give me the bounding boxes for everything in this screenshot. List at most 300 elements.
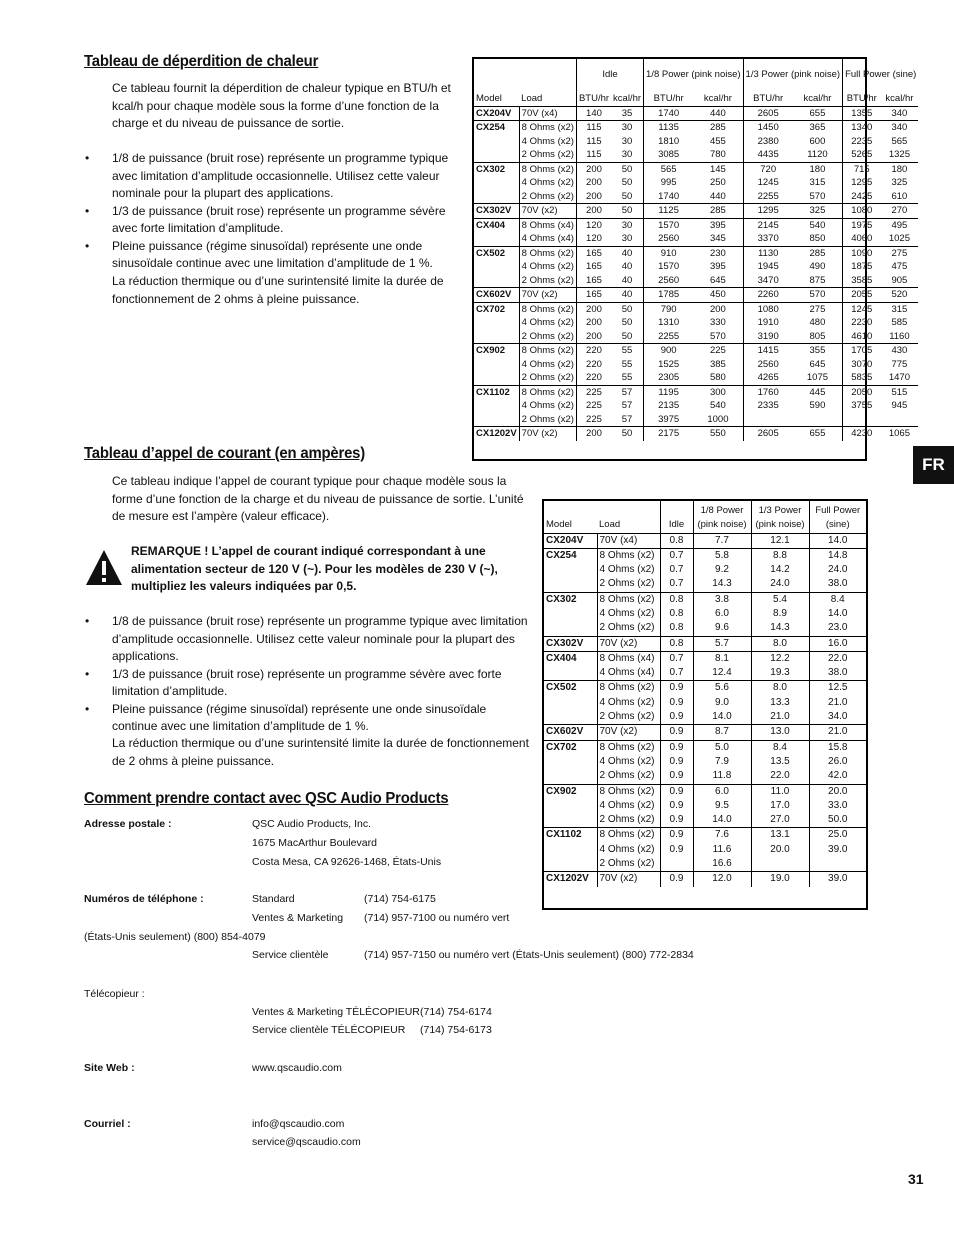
- heat-col-header: kcal/hr: [703, 93, 732, 104]
- value-cell: 2605: [743, 427, 793, 441]
- value-cell: 140: [576, 106, 611, 121]
- value-cell: 2560: [644, 232, 694, 246]
- heat-col-header: Load: [521, 93, 543, 104]
- value-cell: 200: [693, 302, 743, 316]
- value-cell: 285: [793, 246, 843, 260]
- value-cell: 0.9: [660, 813, 693, 828]
- value-cell: 11.8: [693, 769, 751, 784]
- table-row: [474, 427, 918, 441]
- value-cell: 1025: [888, 233, 910, 244]
- value-cell: 610: [891, 190, 908, 202]
- value-cell: 715: [843, 162, 881, 176]
- value-cell: 3975: [644, 413, 694, 427]
- table-row: [544, 784, 866, 799]
- value-cell: 8.0: [751, 681, 809, 696]
- value-cell: 805: [809, 330, 826, 342]
- value-cell: 24.0: [751, 577, 809, 592]
- load-cell: 4 Ohms (x2): [519, 316, 576, 330]
- value-cell: 1875: [843, 260, 881, 274]
- value-cell: 2425: [843, 190, 881, 204]
- load-cell: 4 Ohms (x2): [519, 358, 576, 372]
- value-cell: 12.1: [751, 533, 809, 548]
- value-cell: 875: [809, 274, 826, 286]
- value-cell: 50: [621, 177, 633, 188]
- value-cell: 4230: [843, 427, 881, 441]
- value-cell: 225: [576, 399, 611, 413]
- value-cell: 57: [621, 400, 633, 411]
- value-cell: 14.3: [751, 621, 809, 636]
- value-cell: 200: [576, 162, 611, 176]
- model-cell: [544, 710, 597, 725]
- value-cell: 220: [576, 358, 611, 372]
- model-cell: CX254: [544, 548, 597, 563]
- model-cell: CX1102: [474, 385, 519, 399]
- heat-table-frame: [472, 57, 917, 461]
- value-cell: 5.6: [693, 681, 751, 696]
- value-cell: 3755: [843, 399, 881, 413]
- value-cell: [809, 857, 866, 872]
- value-cell: 250: [709, 177, 726, 188]
- value-cell: 1570: [644, 218, 694, 232]
- value-cell: 21.0: [751, 710, 809, 725]
- load-cell: 8 Ohms (x2): [597, 548, 660, 563]
- current-bullet: • Pleine puissance (régime sinusoïdal) représente une onde sinusoïdale continue avec une limitation d’amplitude de 1 %.: [85, 701, 530, 736]
- model-cell: CX902: [544, 784, 597, 799]
- value-cell: 2055: [843, 288, 881, 303]
- current-col-header: Model: [546, 519, 572, 531]
- value-cell: 0.7: [660, 666, 693, 681]
- model-cell: [474, 358, 519, 372]
- table-row: [474, 135, 918, 149]
- model-cell: CX302V: [544, 636, 597, 651]
- value-cell: 7.7: [693, 533, 751, 548]
- value-cell: 1195: [644, 385, 694, 399]
- value-cell: 0.9: [660, 710, 693, 725]
- load-cell: 8 Ohms (x2): [519, 246, 576, 260]
- load-cell: 70V (x2): [597, 725, 660, 740]
- value-cell: 12.4: [693, 666, 751, 681]
- value-cell: 22.0: [751, 769, 809, 784]
- table-row: [544, 563, 866, 577]
- load-cell: 8 Ohms (x2): [597, 592, 660, 607]
- value-cell: 15.8: [809, 740, 866, 755]
- value-cell: 0.9: [660, 799, 693, 813]
- value-cell: 14.0: [693, 813, 751, 828]
- value-cell: 2335: [743, 399, 793, 413]
- load-cell: 8 Ohms (x2): [597, 828, 660, 843]
- value-cell: 515: [880, 385, 918, 399]
- address-line: Costa Mesa, CA 92626-1468, États-Unis: [252, 856, 442, 868]
- heat-title: Tableau de déperdition de chaleur: [84, 53, 319, 70]
- table-row: [474, 190, 918, 204]
- model-cell: CX404: [544, 651, 597, 666]
- model-cell: CX1202V: [544, 872, 597, 887]
- table-row: [474, 316, 918, 330]
- value-cell: 540: [793, 218, 843, 232]
- table-row: [474, 148, 918, 162]
- table-row: [544, 813, 866, 828]
- value-cell: 0.9: [660, 872, 693, 887]
- value-cell: 50: [621, 330, 633, 342]
- value-cell: 38.0: [809, 577, 866, 592]
- value-cell: 315: [880, 302, 918, 316]
- value-cell: 19.0: [751, 872, 809, 887]
- value-cell: 30: [611, 121, 643, 135]
- value-cell: 4265: [743, 371, 793, 385]
- value-cell: 50: [611, 162, 643, 176]
- current-table-frame: [542, 499, 868, 910]
- value-cell: 345: [709, 233, 726, 244]
- model-cell: [474, 413, 519, 427]
- sales-label: Ventes & Marketing: [252, 912, 344, 924]
- value-cell: 30: [621, 135, 633, 147]
- value-cell: 0.9: [660, 828, 693, 843]
- address-line: 1675 MacArthur Boulevard: [252, 837, 377, 849]
- value-cell: 495: [880, 218, 918, 232]
- table-row: [544, 828, 866, 843]
- value-cell: 11.0: [751, 784, 809, 799]
- value-cell: 180: [880, 162, 918, 176]
- load-cell: 8 Ohms (x4): [519, 218, 576, 232]
- model-cell: [474, 176, 519, 190]
- value-cell: 50: [611, 204, 643, 219]
- load-cell: 4 Ohms (x4): [519, 232, 576, 246]
- value-cell: 200: [576, 176, 611, 190]
- table-row: [474, 344, 918, 358]
- table-row: [474, 232, 918, 246]
- heat-col-group: Full Power (sine): [843, 59, 919, 91]
- load-cell: 2 Ohms (x2): [519, 413, 576, 427]
- value-cell: 300: [693, 385, 743, 399]
- value-cell: 14.0: [693, 710, 751, 725]
- value-cell: 4060: [843, 232, 881, 246]
- heat-table-header: [474, 59, 918, 106]
- value-cell: 55: [621, 372, 633, 383]
- table-row: [544, 636, 866, 651]
- value-cell: 20.0: [809, 784, 866, 799]
- load-cell: 4 Ohms (x2): [519, 176, 576, 190]
- web-label: Site Web :: [84, 1062, 135, 1074]
- load-cell: 70V (x2): [519, 288, 576, 303]
- value-cell: 0.9: [660, 755, 693, 769]
- value-cell: 0.9: [660, 769, 693, 784]
- value-cell: 340: [880, 121, 918, 135]
- current-bullet: • 1/3 de puissance (bruit rose) représente un programme sévère avec forte limitation d’amplitude.: [85, 666, 530, 701]
- value-cell: 720: [743, 162, 793, 176]
- value-cell: 0.7: [660, 563, 693, 577]
- value-cell: 40: [611, 246, 643, 260]
- value-cell: 1245: [743, 176, 793, 190]
- value-cell: 120: [576, 232, 611, 246]
- value-cell: 2560: [743, 358, 793, 372]
- value-cell: 40: [611, 288, 643, 303]
- value-cell: 12.0: [693, 872, 751, 887]
- value-cell: 1760: [743, 385, 793, 399]
- table-row: [474, 371, 918, 385]
- service-phone: (714) 957-7150 ou numéro vert (États-Unis seulement) (800) 772-2834: [364, 949, 694, 961]
- value-cell: 39.0: [809, 843, 866, 857]
- value-cell: 330: [709, 317, 726, 328]
- value-cell: 4610: [843, 330, 881, 344]
- value-cell: 17.0: [751, 799, 809, 813]
- value-cell: 35: [611, 106, 643, 121]
- value-cell: 850: [809, 233, 826, 244]
- table-row: [474, 204, 918, 219]
- value-cell: 275: [793, 302, 843, 316]
- value-cell: 490: [809, 261, 826, 272]
- value-cell: 270: [880, 204, 918, 219]
- value-cell: 14.2: [751, 563, 809, 577]
- load-cell: 2 Ohms (x2): [597, 813, 660, 828]
- value-cell: 1135: [644, 121, 694, 135]
- heat-col-group: 1/3 Power (pink noise): [743, 59, 843, 91]
- value-cell: 1295: [843, 176, 881, 190]
- value-cell: [743, 413, 793, 427]
- value-cell: 1325: [888, 149, 910, 160]
- value-cell: 8.4: [809, 592, 866, 607]
- value-cell: 6.0: [693, 607, 751, 621]
- model-cell: [474, 190, 519, 204]
- value-cell: 3.8: [693, 592, 751, 607]
- sales-phone-tollfree: (États-Unis seulement) (800) 854-4079: [84, 931, 266, 943]
- value-cell: 2305: [644, 371, 694, 385]
- value-cell: 2260: [743, 288, 793, 303]
- value-cell: 5.0: [693, 740, 751, 755]
- value-cell: 3585: [843, 274, 881, 288]
- fax-label: Télécopieur :: [84, 988, 145, 1000]
- value-cell: 0.9: [660, 784, 693, 799]
- model-cell: CX602V: [544, 725, 597, 740]
- value-cell: 38.0: [809, 666, 866, 681]
- table-row: [474, 302, 918, 316]
- value-cell: 450: [693, 288, 743, 303]
- value-cell: 27.0: [751, 813, 809, 828]
- load-cell: 4 Ohms (x2): [597, 563, 660, 577]
- value-cell: 7.6: [693, 828, 751, 843]
- value-cell: 0.9: [660, 696, 693, 710]
- fax-service: (714) 754-6173: [420, 1024, 492, 1036]
- load-cell: 8 Ohms (x2): [519, 302, 576, 316]
- value-cell: 115: [576, 148, 611, 162]
- value-cell: 55: [621, 358, 633, 370]
- model-cell: CX602V: [474, 288, 519, 303]
- load-cell: 8 Ohms (x2): [519, 385, 576, 399]
- value-cell: 200: [576, 302, 611, 316]
- model-cell: CX902: [474, 344, 519, 358]
- heat-col-header: BTU/hr: [644, 91, 694, 106]
- heat-bullets: [85, 150, 465, 273]
- value-cell: 1705: [843, 344, 881, 358]
- email-label: Courriel :: [84, 1118, 131, 1130]
- value-cell: 165: [576, 246, 611, 260]
- load-cell: 2 Ohms (x2): [597, 621, 660, 636]
- value-cell: 1120: [807, 149, 828, 160]
- value-cell: 355: [793, 344, 843, 358]
- heat-col-header: kcal/hr: [885, 93, 914, 104]
- value-cell: 1785: [644, 288, 694, 303]
- load-cell: 4 Ohms (x2): [597, 755, 660, 769]
- table-row: [544, 843, 866, 857]
- email-link[interactable]: info@qscaudio.com: [252, 1118, 345, 1130]
- load-cell: 8 Ohms (x2): [519, 344, 576, 358]
- value-cell: 1340: [843, 121, 881, 135]
- heat-col-header: BTU/hr: [576, 91, 611, 106]
- value-cell: 40: [621, 261, 633, 272]
- load-cell: 2 Ohms (x2): [519, 330, 576, 344]
- table-row: [544, 621, 866, 636]
- model-cell: CX1202V: [474, 427, 519, 441]
- value-cell: 570: [709, 330, 726, 342]
- value-cell: 21.0: [809, 725, 866, 740]
- current-table-header: [544, 501, 866, 533]
- table-row: [544, 740, 866, 755]
- current-col-header: 1/3 Power (pink noise): [751, 501, 809, 533]
- current-note: REMARQUE ! L’appel de courant indiqué correspondant à une alimentation secteur de 120 V (~). Pour les modèles de 230 V (~), multipliez les valeurs indiquées par 0,5.: [131, 544, 498, 593]
- table-row: [544, 681, 866, 696]
- heat-col-group: 1/8 Power (pink noise): [644, 59, 744, 91]
- value-cell: 455: [709, 135, 726, 147]
- value-cell: 6.0: [693, 784, 751, 799]
- value-cell: 3470: [743, 274, 793, 288]
- value-cell: 5835: [843, 371, 881, 385]
- value-cell: 2230: [843, 316, 881, 330]
- warning-icon: [84, 548, 124, 588]
- value-cell: 7.9: [693, 755, 751, 769]
- value-cell: 220: [576, 371, 611, 385]
- model-cell: [474, 260, 519, 274]
- table-row: [474, 274, 918, 288]
- value-cell: 2255: [743, 190, 793, 204]
- value-cell: 120: [576, 218, 611, 232]
- current-intro: Ce tableau indique l’appel de courant typique pour chaque modèle sous la forme d’une fonction de la charge et du niveau de puissance de sortie. L’unité de mesure est l’ampère (valeur efficace).: [112, 474, 524, 523]
- load-cell: 8 Ohms (x4): [597, 651, 660, 666]
- email-link[interactable]: service@qscaudio.com: [252, 1136, 361, 1148]
- value-cell: 220: [576, 344, 611, 358]
- value-cell: 42.0: [809, 769, 866, 784]
- model-cell: CX204V: [544, 533, 597, 548]
- value-cell: 20.0: [751, 843, 809, 857]
- load-cell: 2 Ohms (x2): [519, 190, 576, 204]
- value-cell: 0.9: [660, 725, 693, 740]
- value-cell: 8.0: [751, 636, 809, 651]
- current-bullet: • 1/8 de puissance (bruit rose) représente un programme typique avec limitation d’amplitude occasionnelle. Utilisez cette valeur nominale pour la plupart des applications.: [85, 613, 530, 666]
- value-cell: 520: [880, 288, 918, 303]
- value-cell: 1740: [644, 106, 694, 121]
- model-cell: [474, 371, 519, 385]
- value-cell: 225: [693, 344, 743, 358]
- current-table: [544, 501, 866, 887]
- current-table-body: [544, 533, 866, 887]
- value-cell: 3370: [743, 232, 793, 246]
- fax-service-label: Service clientèle TÉLÉCOPIEUR: [252, 1024, 406, 1036]
- web-link[interactable]: www.qscaudio.com: [252, 1062, 342, 1074]
- load-cell: 2 Ohms (x2): [597, 857, 660, 872]
- value-cell: 8.7: [693, 725, 751, 740]
- value-cell: 26.0: [809, 755, 866, 769]
- contact-title: Comment prendre contact avec QSC Audio Products: [84, 790, 449, 807]
- value-cell: 50: [611, 302, 643, 316]
- value-cell: 1090: [843, 246, 881, 260]
- value-cell: 40: [621, 274, 633, 286]
- model-cell: [544, 813, 597, 828]
- value-cell: 13.0: [751, 725, 809, 740]
- model-cell: CX404: [474, 218, 519, 232]
- value-cell: 0.8: [660, 533, 693, 548]
- sales-phone: (714) 957-7100 ou numéro vert: [364, 912, 510, 924]
- value-cell: 1000: [707, 413, 729, 425]
- load-cell: 4 Ohms (x2): [597, 696, 660, 710]
- value-cell: 1075: [806, 372, 829, 383]
- value-cell: 8.1: [693, 651, 751, 666]
- value-cell: 25.0: [809, 828, 866, 843]
- value-cell: 22.0: [809, 651, 866, 666]
- value-cell: 395: [709, 261, 726, 272]
- model-cell: [544, 621, 597, 636]
- load-cell: 70V (x2): [597, 872, 660, 887]
- value-cell: 2560: [644, 274, 694, 288]
- address-line: QSC Audio Products, Inc.: [252, 818, 372, 830]
- model-cell: [544, 769, 597, 784]
- fax-sales: (714) 754-6174: [420, 1006, 492, 1018]
- model-cell: [544, 666, 597, 681]
- model-cell: [474, 330, 519, 344]
- value-cell: 1570: [644, 260, 694, 274]
- load-cell: 70V (x4): [597, 533, 660, 548]
- load-cell: 4 Ohms (x2): [519, 399, 576, 413]
- value-cell: 50: [621, 190, 633, 202]
- model-cell: [544, 843, 597, 857]
- load-cell: 4 Ohms (x2): [519, 260, 576, 274]
- value-cell: 23.0: [809, 621, 866, 636]
- table-row: [544, 872, 866, 887]
- value-cell: 14.3: [693, 577, 751, 592]
- value-cell: 5265: [843, 148, 881, 162]
- value-cell: 1065: [880, 427, 918, 441]
- model-cell: CX1102: [544, 828, 597, 843]
- value-cell: 225: [576, 385, 611, 399]
- value-cell: 30: [611, 218, 643, 232]
- value-cell: 0.7: [660, 577, 693, 592]
- value-cell: 540: [709, 400, 726, 411]
- model-cell: CX502: [544, 681, 597, 696]
- value-cell: 8.8: [751, 548, 809, 563]
- model-cell: CX204V: [474, 106, 519, 121]
- value-cell: 440: [709, 190, 726, 202]
- table-row: [544, 607, 866, 621]
- value-cell: 2605: [743, 106, 793, 121]
- value-cell: 34.0: [809, 710, 866, 725]
- table-row: [544, 710, 866, 725]
- load-cell: 4 Ohms (x2): [597, 607, 660, 621]
- table-row: [544, 755, 866, 769]
- model-cell: [474, 232, 519, 246]
- value-cell: 395: [693, 218, 743, 232]
- model-cell: CX302: [544, 592, 597, 607]
- value-cell: 11.6: [693, 843, 751, 857]
- model-cell: [544, 755, 597, 769]
- load-cell: 2 Ohms (x2): [519, 274, 576, 288]
- value-cell: 8.9: [751, 607, 809, 621]
- heat-intro: Ce tableau fournit la déperdition de chaleur typique en BTU/h et kcal/h pour chaque modèle sous la forme d’une fonction de la charge et du niveau de puissance de sortie.: [112, 81, 451, 130]
- load-cell: 4 Ohms (x2): [519, 135, 576, 149]
- value-cell: 365: [793, 121, 843, 135]
- value-cell: 570: [809, 190, 826, 202]
- value-cell: 285: [693, 204, 743, 219]
- value-cell: 0.9: [660, 681, 693, 696]
- load-cell: 8 Ohms (x2): [597, 784, 660, 799]
- value-cell: 225: [576, 413, 611, 427]
- value-cell: 325: [891, 177, 908, 188]
